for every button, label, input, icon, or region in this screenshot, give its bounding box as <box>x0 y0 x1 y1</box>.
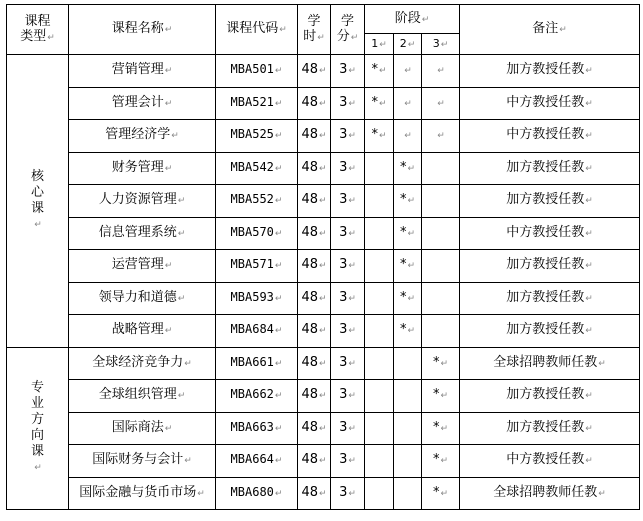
course-note: 中方教授任教↵ <box>460 445 640 478</box>
stage-2-cell <box>394 380 422 413</box>
group-label: 核 心 课 ↵ <box>7 55 69 348</box>
course-note: 全球招聘教师任教↵ <box>460 477 640 510</box>
course-name: 管理会计↵ <box>69 87 216 120</box>
course-hours: 48↵ <box>298 152 331 185</box>
table-row <box>7 55 640 88</box>
stage-3-cell <box>422 250 460 283</box>
table-row <box>7 347 640 380</box>
stage-3-cell <box>422 282 460 315</box>
course-name: 财务管理↵ <box>69 152 216 185</box>
course-table <box>6 4 640 510</box>
stage-2-cell: *↵ <box>394 185 422 218</box>
stage-1-cell <box>365 477 394 510</box>
header-credit: 学 分↵ <box>331 5 365 55</box>
header-stage-3: 3↵ <box>422 34 460 55</box>
stage-1-cell <box>365 347 394 380</box>
course-hours: 48↵ <box>298 217 331 250</box>
course-note: 加方教授任教↵ <box>460 152 640 185</box>
course-note: 中方教授任教↵ <box>460 217 640 250</box>
stage-2-cell: *↵ <box>394 217 422 250</box>
course-note: 中方教授任教↵ <box>460 120 640 153</box>
course-code: MBA521↵ <box>216 87 298 120</box>
stage-1-cell <box>365 412 394 445</box>
stage-3-cell: *↵ <box>422 412 460 445</box>
course-code: MBA662↵ <box>216 380 298 413</box>
course-name: 营销管理↵ <box>69 55 216 88</box>
course-hours: 48↵ <box>298 412 331 445</box>
header-course-type: 课程 类型↵ <box>7 5 69 55</box>
table-row <box>7 380 640 413</box>
course-note: 加方教授任教↵ <box>460 250 640 283</box>
course-code: MBA661↵ <box>216 347 298 380</box>
course-note: 加方教授任教↵ <box>460 55 640 88</box>
stage-3-cell <box>422 152 460 185</box>
header-course-code: 课程代码↵ <box>216 5 298 55</box>
table-row <box>7 217 640 250</box>
course-note: 加方教授任教↵ <box>460 282 640 315</box>
stage-1-cell: *↵ <box>365 55 394 88</box>
course-credit: 3↵ <box>331 315 365 348</box>
stage-2-cell <box>394 477 422 510</box>
stage-3-cell <box>422 185 460 218</box>
course-note: 全球招聘教师任教↵ <box>460 347 640 380</box>
course-hours: 48↵ <box>298 380 331 413</box>
course-code: MBA501↵ <box>216 55 298 88</box>
course-hours: 48↵ <box>298 55 331 88</box>
table-row <box>7 152 640 185</box>
course-credit: 3↵ <box>331 445 365 478</box>
course-note: 中方教授任教↵ <box>460 87 640 120</box>
course-credit: 3↵ <box>331 120 365 153</box>
header-stage-2: 2↵ <box>394 34 422 55</box>
stage-1-cell: *↵ <box>365 87 394 120</box>
course-credit: 3↵ <box>331 380 365 413</box>
course-code: MBA680↵ <box>216 477 298 510</box>
course-hours: 48↵ <box>298 477 331 510</box>
stage-3-cell: *↵ <box>422 445 460 478</box>
course-name: 人力资源管理↵ <box>69 185 216 218</box>
group-label: 专 业 方 向 课 ↵ <box>7 347 69 510</box>
course-name: 管理经济学↵ <box>69 120 216 153</box>
course-code: MBA542↵ <box>216 152 298 185</box>
course-name: 国际金融与货币市场↵ <box>69 477 216 510</box>
stage-1-cell <box>365 282 394 315</box>
table-row <box>7 87 640 120</box>
stage-1-cell <box>365 185 394 218</box>
course-hours: 48↵ <box>298 250 331 283</box>
course-code: MBA684↵ <box>216 315 298 348</box>
course-hours: 48↵ <box>298 315 331 348</box>
course-name: 全球组织管理↵ <box>69 380 216 413</box>
stage-3-cell: ↵ <box>422 55 460 88</box>
course-code: MBA571↵ <box>216 250 298 283</box>
course-credit: 3↵ <box>331 152 365 185</box>
course-name: 国际商法↵ <box>69 412 216 445</box>
course-hours: 48↵ <box>298 282 331 315</box>
stage-1-cell <box>365 315 394 348</box>
course-credit: 3↵ <box>331 412 365 445</box>
header-hours: 学 时↵ <box>298 5 331 55</box>
course-credit: 3↵ <box>331 185 365 218</box>
course-name: 战略管理↵ <box>69 315 216 348</box>
stage-2-cell <box>394 412 422 445</box>
course-credit: 3↵ <box>331 55 365 88</box>
stage-2-cell: ↵ <box>394 120 422 153</box>
table-row <box>7 412 640 445</box>
stage-2-cell: *↵ <box>394 250 422 283</box>
table-row <box>7 282 640 315</box>
course-code: MBA525↵ <box>216 120 298 153</box>
course-name: 全球经济竞争力↵ <box>69 347 216 380</box>
stage-3-cell <box>422 315 460 348</box>
table-row <box>7 185 640 218</box>
course-credit: 3↵ <box>331 347 365 380</box>
course-code: MBA552↵ <box>216 185 298 218</box>
table-row <box>7 120 640 153</box>
course-credit: 3↵ <box>331 282 365 315</box>
course-credit: 3↵ <box>331 477 365 510</box>
course-code: MBA570↵ <box>216 217 298 250</box>
stage-3-cell: *↵ <box>422 347 460 380</box>
course-code: MBA593↵ <box>216 282 298 315</box>
stage-3-cell: *↵ <box>422 477 460 510</box>
header-row <box>7 5 640 34</box>
header-course-name: 课程名称↵ <box>69 5 216 55</box>
table-row <box>7 477 640 510</box>
stage-2-cell: *↵ <box>394 315 422 348</box>
stage-3-cell: ↵ <box>422 87 460 120</box>
stage-2-cell: *↵ <box>394 152 422 185</box>
stage-3-cell <box>422 217 460 250</box>
stage-2-cell: *↵ <box>394 282 422 315</box>
stage-2-cell <box>394 347 422 380</box>
stage-2-cell: ↵ <box>394 55 422 88</box>
course-hours: 48↵ <box>298 185 331 218</box>
course-name: 信息管理系统↵ <box>69 217 216 250</box>
stage-2-cell: ↵ <box>394 87 422 120</box>
stage-1-cell <box>365 380 394 413</box>
stage-1-cell <box>365 217 394 250</box>
table-row <box>7 315 640 348</box>
course-note: 加方教授任教↵ <box>460 380 640 413</box>
course-name: 运营管理↵ <box>69 250 216 283</box>
course-name: 国际财务与会计↵ <box>69 445 216 478</box>
header-stage-1: 1↵ <box>365 34 394 55</box>
stage-1-cell <box>365 250 394 283</box>
stage-3-cell: *↵ <box>422 380 460 413</box>
course-note: 加方教授任教↵ <box>460 185 640 218</box>
course-credit: 3↵ <box>331 87 365 120</box>
course-name: 领导力和道德↵ <box>69 282 216 315</box>
stage-1-cell <box>365 152 394 185</box>
stage-1-cell <box>365 445 394 478</box>
course-note: 加方教授任教↵ <box>460 315 640 348</box>
table-row <box>7 250 640 283</box>
stage-2-cell <box>394 445 422 478</box>
course-note: 加方教授任教↵ <box>460 412 640 445</box>
course-code: MBA663↵ <box>216 412 298 445</box>
course-code: MBA664↵ <box>216 445 298 478</box>
course-hours: 48↵ <box>298 87 331 120</box>
stage-1-cell: *↵ <box>365 120 394 153</box>
header-stage: 阶段↵ <box>365 5 460 34</box>
table-row <box>7 445 640 478</box>
course-hours: 48↵ <box>298 445 331 478</box>
stage-3-cell: ↵ <box>422 120 460 153</box>
course-hours: 48↵ <box>298 120 331 153</box>
course-credit: 3↵ <box>331 250 365 283</box>
course-credit: 3↵ <box>331 217 365 250</box>
course-hours: 48↵ <box>298 347 331 380</box>
header-notes: 备注↵ <box>460 5 640 55</box>
